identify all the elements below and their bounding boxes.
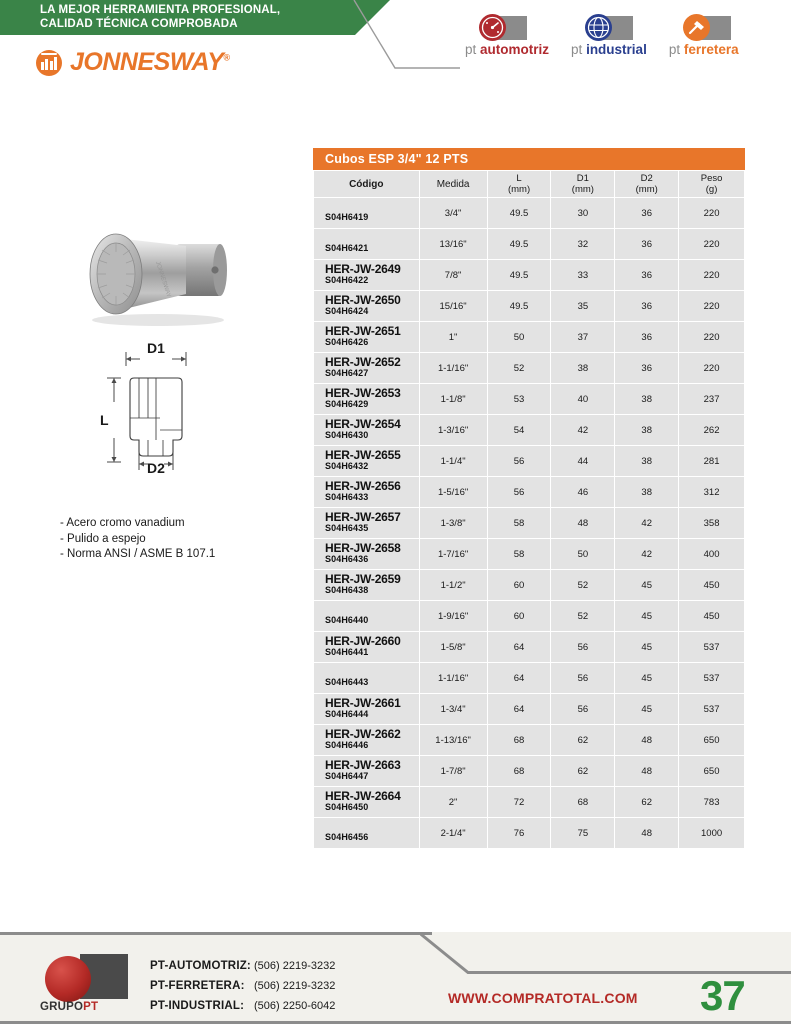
column-header-codigo (314, 171, 419, 197)
cell-l: 50 (488, 322, 551, 352)
table-row[interactable] (314, 725, 744, 755)
cell-d1: 35 (551, 291, 614, 321)
contact-row (150, 956, 335, 976)
cell-codigo (314, 725, 419, 755)
globe-icon (579, 16, 633, 40)
cell-d1: 32 (551, 229, 614, 259)
footer-rule-left (0, 932, 432, 935)
cell-d1: 50 (551, 539, 614, 569)
cell-l: 56 (488, 446, 551, 476)
cell-codigo (314, 260, 419, 290)
cell-peso: 783 (679, 787, 744, 817)
cell-l: 68 (488, 756, 551, 786)
product-features (60, 516, 215, 563)
tagline-line-2: CALIDAD TÉCNICA COMPROBADA (40, 17, 238, 30)
table-row[interactable] (314, 353, 744, 383)
jonnesway-registered-mark: ® (223, 52, 230, 63)
cell-medida: 1-3/8" (420, 508, 487, 538)
cell-l: 49.5 (488, 198, 551, 228)
cell-codigo (314, 353, 419, 383)
her-code: HER-JW-2663 (325, 758, 401, 772)
header-line-1: Código (349, 178, 384, 190)
sku-code: S04H6427 (325, 368, 369, 378)
cell-d2: 45 (615, 601, 678, 631)
brand-name: ferretera (683, 42, 739, 57)
cell-peso: 220 (679, 322, 744, 352)
page-footer (0, 932, 791, 1024)
cell-peso: 400 (679, 539, 744, 569)
header-line-1: D1 (576, 173, 589, 184)
cell-medida: 2" (420, 787, 487, 817)
sku-code: S04H6421 (325, 243, 369, 253)
contact-label: PT-INDUSTRIAL: (150, 1000, 245, 1012)
cell-d2: 36 (615, 353, 678, 383)
cell-d2: 38 (615, 477, 678, 507)
hammer-icon (677, 16, 731, 40)
cell-peso: 220 (679, 260, 744, 290)
column-header-peso (679, 171, 744, 197)
footer-contacts (150, 956, 335, 1016)
diagram-label-d2: D2 (147, 460, 165, 475)
her-code: HER-JW-2656 (325, 479, 401, 493)
cell-codigo (314, 229, 419, 259)
cell-peso: 450 (679, 570, 744, 600)
header-green-diagonal (355, 0, 390, 35)
cell-l: 60 (488, 601, 551, 631)
svg-text:JONNESWAY: JONNESWAY (154, 260, 172, 299)
cell-codigo (314, 818, 419, 848)
cell-d1: 40 (551, 384, 614, 414)
brand-prefix: pt (571, 42, 583, 57)
cell-l: 64 (488, 694, 551, 724)
sku-code: S04H6430 (325, 430, 369, 440)
her-code: HER-JW-2652 (325, 355, 401, 369)
her-code: HER-JW-2662 (325, 727, 401, 741)
table-row[interactable] (314, 508, 744, 538)
table-title: Cubos ESP 3/4" 12 PTS (313, 148, 745, 170)
cell-medida: 1-1/2" (420, 570, 487, 600)
cell-d1: 68 (551, 787, 614, 817)
table-row[interactable] (314, 477, 744, 507)
tagline-line-1: LA MEJOR HERRAMIENTA PROFESIONAL, (40, 4, 281, 16)
cell-d2: 62 (615, 787, 678, 817)
sku-code: S04H6443 (325, 677, 369, 687)
cell-l: 49.5 (488, 260, 551, 290)
diagram-label-d1: D1 (147, 340, 165, 356)
table-row[interactable] (314, 322, 744, 352)
header-line-1: L (516, 173, 522, 184)
cell-medida: 7/8" (420, 260, 487, 290)
page-header (0, 0, 791, 88)
cell-codigo (314, 384, 419, 414)
her-code: HER-JW-2664 (325, 789, 401, 803)
table-header-row (314, 171, 744, 197)
cell-medida: 3/4" (420, 198, 487, 228)
cell-l: 49.5 (488, 229, 551, 259)
cell-d2: 36 (615, 260, 678, 290)
cell-codigo (314, 787, 419, 817)
sku-code: S04H6435 (325, 523, 369, 533)
cell-medida: 1-7/8" (420, 756, 487, 786)
sku-code: S04H6433 (325, 492, 369, 502)
cell-medida: 1-7/16" (420, 539, 487, 569)
cell-peso: 220 (679, 291, 744, 321)
cell-peso: 281 (679, 446, 744, 476)
cell-d2: 36 (615, 229, 678, 259)
brand-pt-industrial[interactable] (571, 16, 647, 57)
cell-d2: 45 (615, 694, 678, 724)
cell-d1: 38 (551, 353, 614, 383)
cell-d1: 30 (551, 198, 614, 228)
her-code: HER-JW-2659 (325, 572, 401, 586)
cell-peso: 650 (679, 725, 744, 755)
brand-label-automotriz (465, 42, 549, 57)
sku-code: S04H6422 (325, 275, 369, 285)
cell-d1: 56 (551, 694, 614, 724)
contact-phone[interactable]: (506) 2219-3232 (254, 960, 336, 972)
brand-label-industrial (571, 42, 647, 57)
cell-d1: 44 (551, 446, 614, 476)
cell-d1: 75 (551, 818, 614, 848)
hammer-glyph-icon (683, 14, 710, 41)
her-code: HER-JW-2661 (325, 696, 401, 710)
her-code: HER-JW-2653 (325, 386, 401, 400)
cell-medida: 1-5/8" (420, 632, 487, 662)
cell-codigo (314, 198, 419, 228)
website-link[interactable]: WWW.COMPRATOTAL.COM (448, 990, 638, 1006)
grupo-text: GRUPO (40, 1001, 84, 1013)
header-tagline (40, 4, 280, 31)
cell-peso: 537 (679, 694, 744, 724)
brand-label-ferretera (669, 42, 739, 57)
cell-d2: 48 (615, 725, 678, 755)
cell-medida: 15/16" (420, 291, 487, 321)
contact-label: PT-FERRETERA: (150, 980, 245, 992)
cell-peso: 537 (679, 663, 744, 693)
header-line-1: D2 (640, 173, 653, 184)
cell-d1: 42 (551, 415, 614, 445)
cell-l: 64 (488, 632, 551, 662)
column-header-l (488, 171, 551, 197)
sku-code: S04H6456 (325, 832, 369, 842)
cell-d1: 62 (551, 756, 614, 786)
cell-peso: 237 (679, 384, 744, 414)
cell-d1: 37 (551, 322, 614, 352)
sku-code: S04H6419 (325, 212, 369, 222)
table-row[interactable] (314, 694, 744, 724)
cell-codigo (314, 663, 419, 693)
her-code: HER-JW-2660 (325, 634, 401, 648)
column-header-d1 (551, 171, 614, 197)
cell-peso: 450 (679, 601, 744, 631)
cell-l: 52 (488, 353, 551, 383)
table-head (314, 171, 744, 197)
cell-l: 60 (488, 570, 551, 600)
cell-codigo (314, 632, 419, 662)
cell-l: 49.5 (488, 291, 551, 321)
spec-table-container (313, 148, 745, 849)
cell-l: 58 (488, 539, 551, 569)
cell-d2: 48 (615, 818, 678, 848)
cell-d2: 36 (615, 291, 678, 321)
cell-d1: 46 (551, 477, 614, 507)
sku-code: S04H6432 (325, 461, 369, 471)
sku-code: S04H6426 (325, 337, 369, 347)
cell-peso: 537 (679, 632, 744, 662)
table-row[interactable] (314, 818, 744, 848)
header-line-1: Peso (700, 173, 723, 184)
table-row[interactable] (314, 198, 744, 228)
cell-medida: 1-1/8" (420, 384, 487, 414)
sku-code: S04H6440 (325, 615, 369, 625)
brand-prefix: pt (465, 42, 477, 57)
grupo-logo-text (40, 1001, 98, 1013)
sku-code: S04H6444 (325, 709, 369, 719)
her-code: HER-JW-2651 (325, 324, 401, 338)
table-row[interactable] (314, 756, 744, 786)
brand-name: automotriz (480, 42, 550, 57)
table-row[interactable] (314, 291, 744, 321)
cell-l: 53 (488, 384, 551, 414)
grupo-text-pt: PT (83, 1001, 99, 1013)
contact-phone[interactable]: (506) 2219-3232 (254, 980, 336, 992)
table-row[interactable] (314, 260, 744, 290)
cell-d2: 36 (615, 198, 678, 228)
cell-medida: 2-1/4" (420, 818, 487, 848)
cell-d2: 36 (615, 322, 678, 352)
cell-peso: 262 (679, 415, 744, 445)
jonnesway-logo[interactable] (36, 48, 230, 77)
cell-d2: 45 (615, 632, 678, 662)
brand-logos (465, 16, 739, 57)
jonnesway-wordmark-text: JONNESWAY (70, 48, 224, 76)
jonnesway-bars-icon (41, 56, 57, 70)
jonnesway-wordmark (70, 48, 230, 77)
sku-code: S04H6447 (325, 771, 369, 781)
globe-glyph-icon (585, 14, 612, 41)
cell-medida: 1-9/16" (420, 601, 487, 631)
feature-item: - Norma ANSI / ASME B 107.1 (60, 548, 216, 560)
cell-d2: 45 (615, 570, 678, 600)
cell-d2: 42 (615, 539, 678, 569)
cell-peso: 1000 (679, 818, 744, 848)
cell-codigo (314, 601, 419, 631)
her-code: HER-JW-2650 (325, 293, 401, 307)
header-line-2: (g) (705, 184, 718, 195)
cell-d1: 33 (551, 260, 614, 290)
header-line-1: Medida (436, 178, 470, 190)
cell-codigo (314, 477, 419, 507)
cell-codigo (314, 415, 419, 445)
cell-peso: 220 (679, 198, 744, 228)
page-number: 37 (700, 972, 745, 1019)
sku-code: S04H6450 (325, 802, 369, 812)
cell-codigo (314, 508, 419, 538)
table-row[interactable] (314, 415, 744, 445)
table-row[interactable] (314, 384, 744, 414)
cell-d1: 56 (551, 632, 614, 662)
header-line-2: (mm) (571, 184, 594, 195)
cell-d2: 38 (615, 446, 678, 476)
header-line-2: (mm) (507, 184, 531, 195)
brand-name: industrial (586, 42, 647, 57)
brand-pt-automotriz[interactable] (465, 16, 549, 57)
table-row[interactable] (314, 632, 744, 662)
cell-d2: 38 (615, 384, 678, 414)
speedometer-glyph-icon (479, 14, 506, 41)
cell-codigo (314, 322, 419, 352)
cell-medida: 1-13/16" (420, 725, 487, 755)
column-header-medida (420, 171, 487, 197)
column-header-d2 (615, 171, 678, 197)
cell-l: 54 (488, 415, 551, 445)
sku-code: S04H6446 (325, 740, 369, 750)
speedometer-icon (473, 16, 527, 40)
cell-d2: 48 (615, 756, 678, 786)
cell-medida: 1" (420, 322, 487, 352)
table-row[interactable] (314, 787, 744, 817)
brand-prefix: pt (668, 42, 681, 57)
her-code: HER-JW-2658 (325, 541, 401, 555)
cell-d2: 42 (615, 508, 678, 538)
cell-peso: 220 (679, 229, 744, 259)
sku-code: S04H6438 (325, 585, 369, 595)
cell-d1: 56 (551, 663, 614, 693)
table-row[interactable] (314, 446, 744, 476)
cell-peso: 312 (679, 477, 744, 507)
brand-pt-ferretera[interactable] (669, 16, 739, 57)
cell-l: 56 (488, 477, 551, 507)
cell-d1: 48 (551, 508, 614, 538)
cell-peso: 358 (679, 508, 744, 538)
feature-item: - Acero cromo vanadium (60, 517, 185, 529)
table-row[interactable] (314, 601, 744, 631)
cell-medida: 1-1/4" (420, 446, 487, 476)
cell-d1: 52 (551, 601, 614, 631)
cell-codigo (314, 291, 419, 321)
cell-l: 64 (488, 663, 551, 693)
diagram-label-l: L (100, 412, 109, 428)
feature-item: - Pulido a espejo (60, 532, 146, 545)
contact-label: PT-AUTOMOTRIZ: (150, 960, 251, 972)
cell-peso: 650 (679, 756, 744, 786)
cell-codigo (314, 570, 419, 600)
sku-code: S04H6441 (325, 647, 369, 657)
cell-l: 58 (488, 508, 551, 538)
contact-phone[interactable]: (506) 2250-6042 (254, 1000, 336, 1012)
product-photo-socket (58, 210, 273, 340)
cell-medida: 13/16" (420, 229, 487, 259)
cell-codigo (314, 694, 419, 724)
grupo-logo-sphere-icon (45, 956, 91, 1002)
footer-diagonal-rule (420, 932, 490, 974)
cell-peso: 220 (679, 353, 744, 383)
dimension-diagram (100, 340, 230, 475)
her-code: HER-JW-2654 (325, 417, 401, 431)
contact-row (150, 976, 335, 996)
table-row[interactable] (314, 570, 744, 600)
her-code: HER-JW-2657 (325, 510, 401, 524)
sku-code: S04H6424 (325, 306, 369, 316)
sku-code: S04H6436 (325, 554, 369, 564)
table-row[interactable] (314, 229, 744, 259)
cell-l: 72 (488, 787, 551, 817)
cell-d1: 52 (551, 570, 614, 600)
table-row[interactable] (314, 663, 744, 693)
table-row[interactable] (314, 539, 744, 569)
cell-codigo (314, 446, 419, 476)
jonnesway-mark-icon (36, 50, 62, 76)
cell-l: 68 (488, 725, 551, 755)
cell-l: 76 (488, 818, 551, 848)
cell-codigo (314, 756, 419, 786)
table-body (314, 198, 744, 848)
header-line-2: (mm) (635, 184, 658, 195)
cell-codigo (314, 539, 419, 569)
cell-medida: 1-1/16" (420, 353, 487, 383)
cell-d2: 38 (615, 415, 678, 445)
contact-row (150, 996, 335, 1016)
cell-medida: 1-3/16" (420, 415, 487, 445)
cell-medida: 1-3/4" (420, 694, 487, 724)
cell-medida: 1-1/16" (420, 663, 487, 693)
her-code: HER-JW-2655 (325, 448, 401, 462)
sku-code: S04H6429 (325, 399, 369, 409)
grupo-pt-logo[interactable] (40, 954, 128, 1016)
her-code: HER-JW-2649 (325, 262, 401, 276)
cell-medida: 1-5/16" (420, 477, 487, 507)
cell-d2: 45 (615, 663, 678, 693)
spec-table (313, 170, 745, 849)
cell-d1: 62 (551, 725, 614, 755)
